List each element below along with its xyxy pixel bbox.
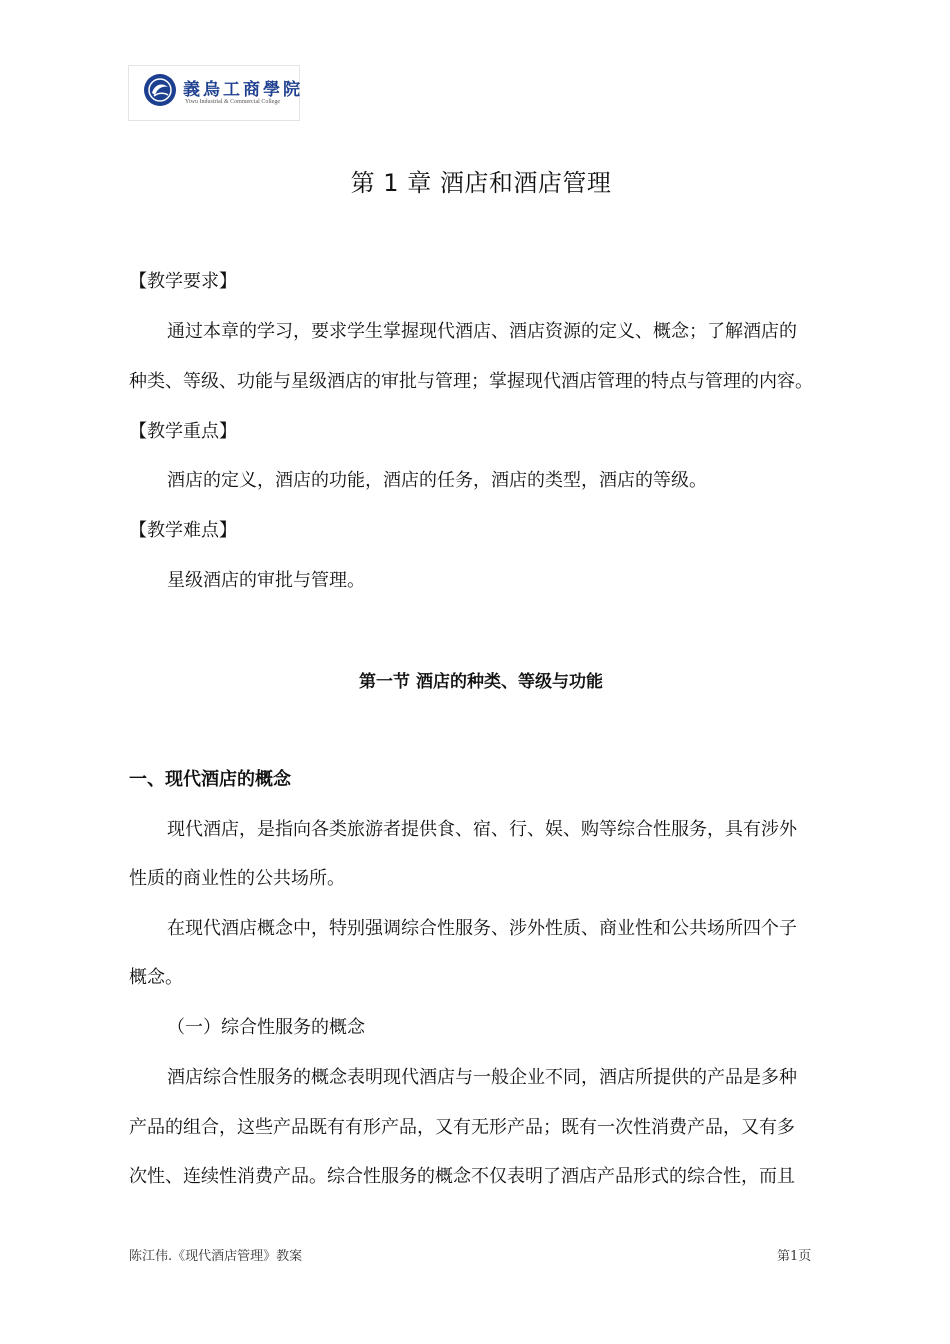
key-points-heading: 【教学重点】	[129, 421, 237, 442]
difficulties-line-1: 星级酒店的审批与管理。	[167, 570, 365, 591]
concept-p3-line-2: 产品的组合，这些产品既有有形产品，又有无形产品；既有一次性消费产品，又有多	[129, 1117, 795, 1138]
college-emblem-icon	[143, 73, 177, 107]
concept-p2-line-2: 概念。	[129, 967, 183, 988]
concept-p3-line-1: 酒店综合性服务的概念表明现代酒店与一般企业不同，酒店所提供的产品是多种	[167, 1067, 797, 1088]
concept-p1-line-1: 现代酒店，是指向各类旅游者提供食、宿、行、娱、购等综合性服务，具有涉外	[167, 819, 797, 840]
requirements-line-2: 种类、等级、功能与星级酒店的审批与管理；掌握现代酒店管理的特点与管理的内容。	[129, 371, 813, 392]
concept-heading: 一、现代酒店的概念	[129, 769, 291, 790]
concept-sub-heading: （一）综合性服务的概念	[167, 1017, 365, 1038]
concept-p3-line-3: 次性、连续性消费产品。综合性服务的概念不仅表明了酒店产品形式的综合性，而且	[129, 1166, 795, 1187]
chapter-title: 第 1 章 酒店和酒店管理	[350, 169, 612, 197]
concept-p2-line-1: 在现代酒店概念中，特别强调综合性服务、涉外性质、商业性和公共场所四个子	[167, 918, 797, 939]
requirements-heading: 【教学要求】	[129, 271, 237, 292]
concept-p1-line-2: 性质的商业性的公共场所。	[129, 868, 345, 889]
footer-course-label: 陈江伟.《现代酒店管理》教案	[129, 1249, 303, 1264]
college-logo	[128, 65, 303, 121]
requirements-line-1: 通过本章的学习，要求学生掌握现代酒店、酒店资源的定义、概念；了解酒店的	[167, 321, 797, 342]
key-points-line-1: 酒店的定义，酒店的功能，酒店的任务，酒店的类型，酒店的等级。	[167, 470, 707, 491]
college-name-en: Yiwu Industrial & Commercial College	[185, 99, 280, 105]
difficulties-heading: 【教学难点】	[129, 520, 237, 541]
footer-page-number: 第1页	[777, 1249, 812, 1264]
section-title: 第一节 酒店的种类、等级与功能	[359, 672, 603, 692]
college-name-cn: 義烏工商學院	[183, 80, 303, 100]
